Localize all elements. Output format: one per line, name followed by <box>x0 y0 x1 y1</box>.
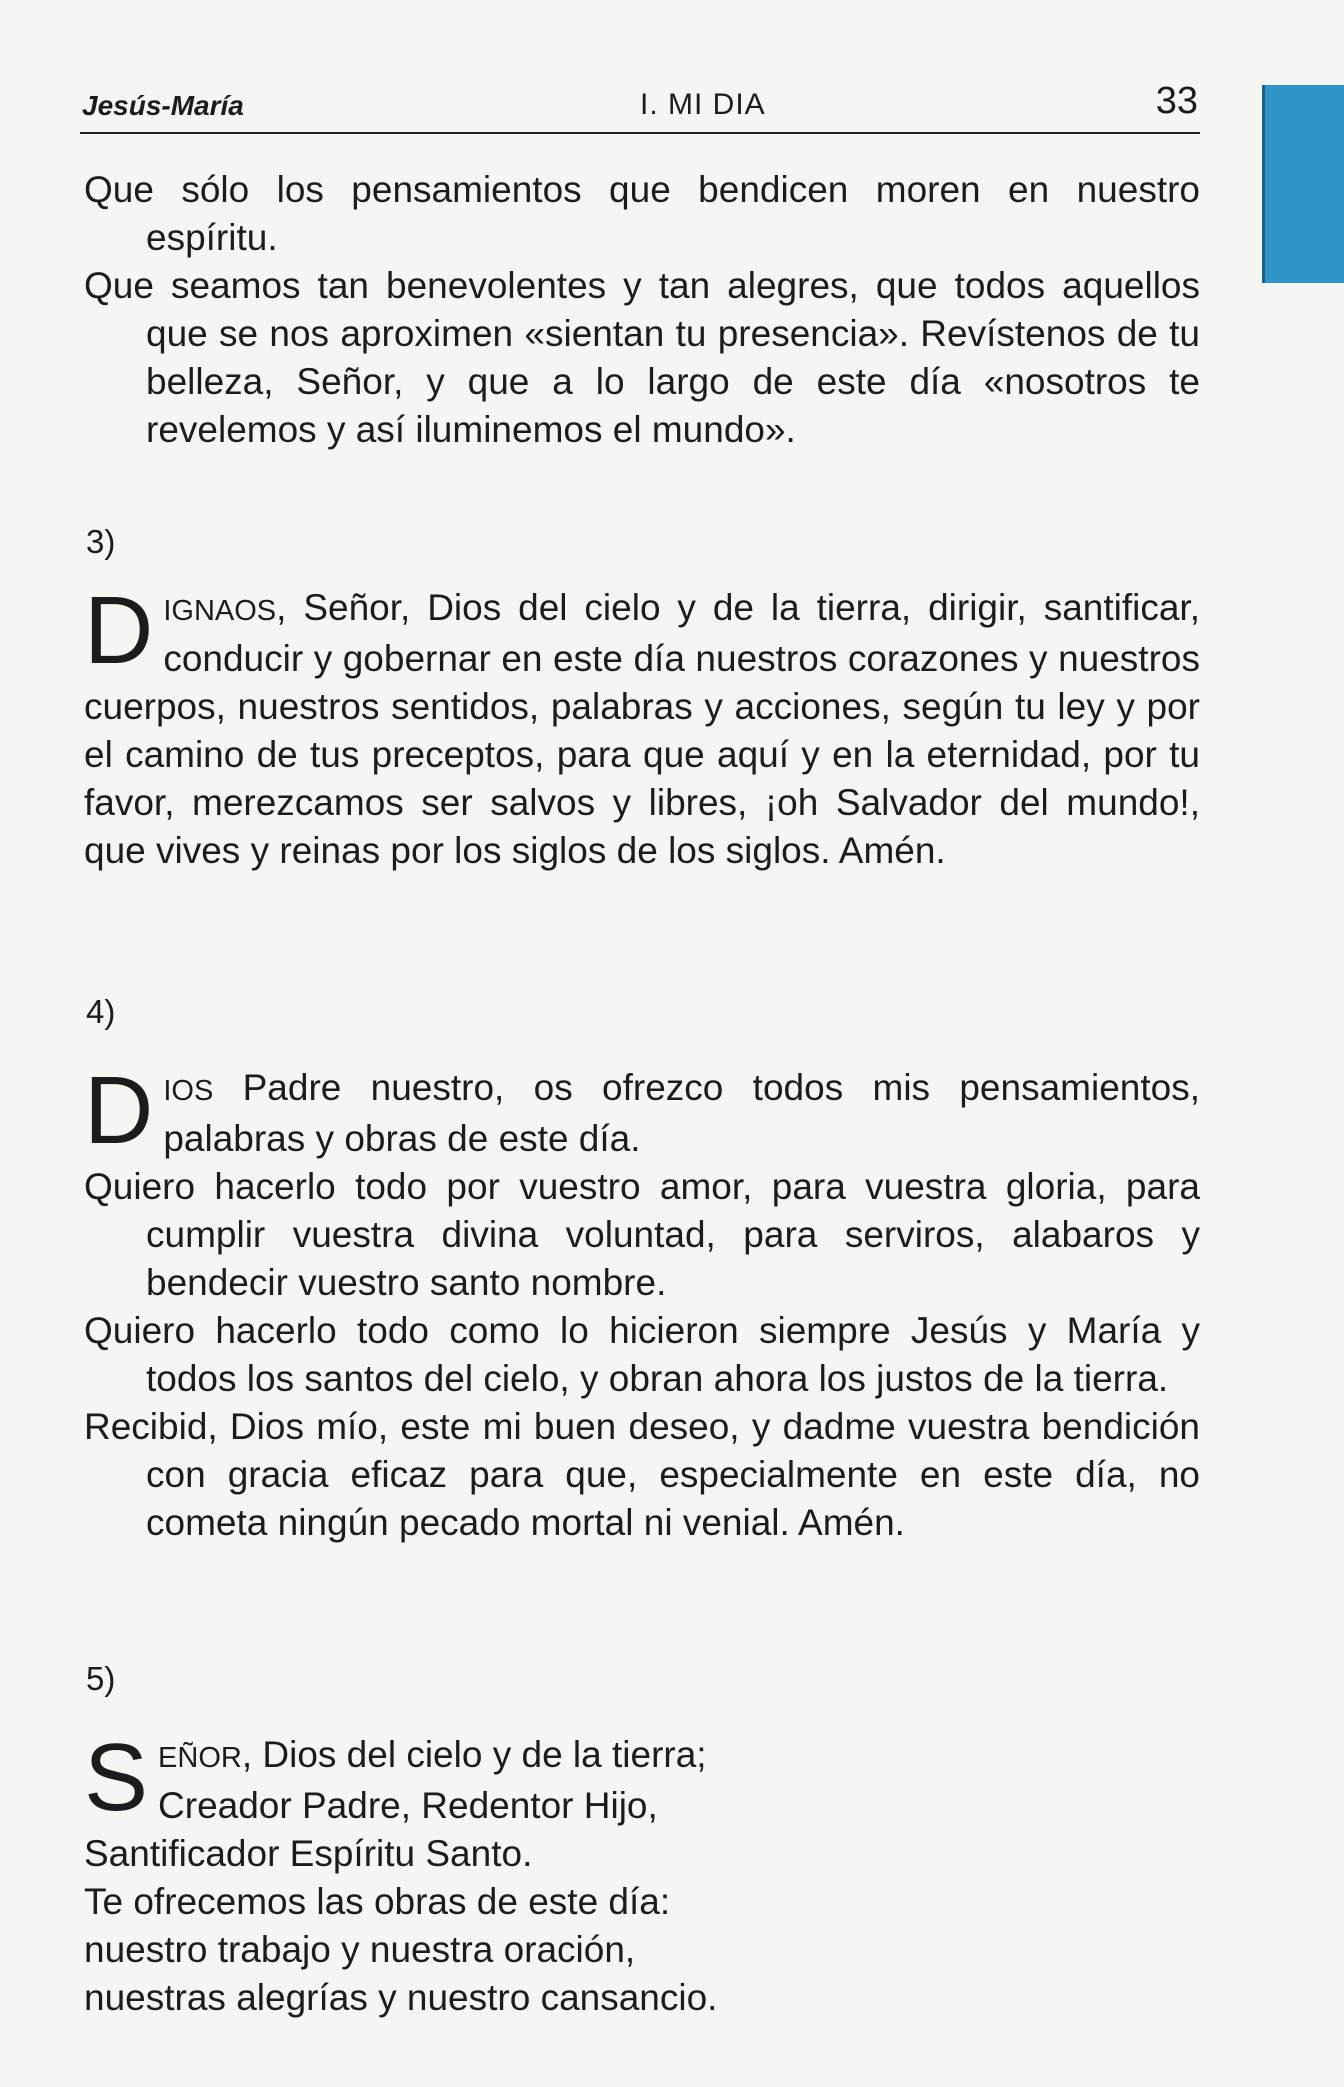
thumb-index-tab <box>1262 85 1344 283</box>
paragraph: Que seamos tan benevolentes y tan alegres, que todos aquellos que se nos aproximen «sientan tu presencia». Revístenos de tu belleza, Señor, y que a lo largo de este día «nosotros te revelemos y así iluminemos el mundo». <box>84 265 1200 450</box>
verse-line: nuestro trabajo y nuestra oración, <box>84 1929 636 1970</box>
running-chapter-title: I. MI DIA <box>640 88 766 121</box>
section-number-3: 3) <box>86 523 116 560</box>
prayer-5 <box>84 1724 1200 2022</box>
section-number-4: 4) <box>86 993 116 1030</box>
section-number-5: 5) <box>86 1660 116 1697</box>
paragraph: Quiero hacerlo todo por vuestro amor, para vuestra gloria, para cumplir vuestra divina voluntad, para serviros, alabaros y bendecir vuestro santo nombre. <box>84 1166 1200 1303</box>
drop-cap: D <box>84 577 154 684</box>
verse-line: Santificador Espíritu Santo. <box>84 1833 533 1874</box>
small-caps-word: IGNAOS <box>163 595 277 627</box>
running-author: Jesús-María <box>82 90 244 121</box>
drop-cap: D <box>84 1057 154 1164</box>
paragraph: Recibid, Dios mío, este mi buen deseo, y dadme vuestra bendición con gracia eficaz para que, especialmente en este día, no cometa ningún pecado mortal ni venial. Amén. <box>84 1406 1200 1543</box>
verse-line: Creador Padre, Redentor Hijo, <box>158 1785 658 1826</box>
paragraph-text: Padre nuestro, os ofrezco todos mis pensamientos, palabras y obras de este día. <box>163 1067 1200 1159</box>
paragraph <box>84 577 1200 875</box>
prayer-4 <box>84 1057 1200 1547</box>
paragraph <box>84 1057 1200 1164</box>
prayer-3 <box>84 577 1200 875</box>
drop-cap: S <box>84 1724 149 1831</box>
paragraph: Quiero hacerlo todo como lo hicieron siempre Jesús y María y todos los santos del cielo, y obran ahora los justos de la tierra. <box>84 1310 1200 1399</box>
paragraph-text: , Señor, Dios del cielo y de la tierra, dirigir, santificar, conducir y gobernar en este día nuestros corazones y nuestros cuerpos, nuestros sentidos, palabras y acciones, según tu ley y por el camino de tus preceptos, para que aquí y en la eternidad, por tu favor, merezcamos ser salvos y libres, ¡oh Salvador del mundo!, que vives y reinas por los siglos de los siglos. Amén. <box>84 587 1200 871</box>
verse-line: Te ofrecemos las obras de este día: <box>84 1881 671 1922</box>
verse-text: , Dios del cielo y de la tierra; <box>241 1734 707 1775</box>
verse-line: nuestras alegrías y nuestro cansancio. <box>84 1977 718 2018</box>
page-number: 33 <box>1155 80 1198 122</box>
running-header <box>80 76 1200 134</box>
small-caps-word: IOS <box>163 1075 214 1107</box>
section-2-continuation <box>84 166 1200 454</box>
paragraph: Que sólo los pensamientos que bendicen moren en nuestro espíritu. <box>84 169 1200 258</box>
small-caps-word: EÑOR <box>158 1742 242 1774</box>
